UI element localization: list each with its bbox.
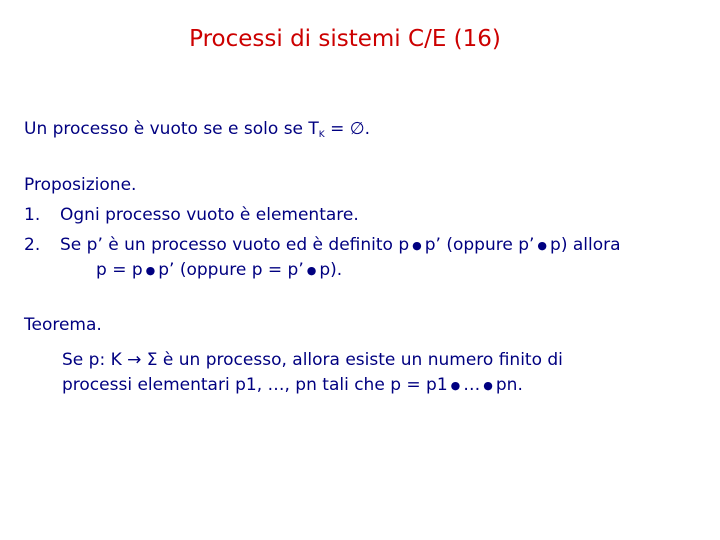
theorem-text-a: processi elementari p1, …, pn tali che p = p1 (62, 375, 448, 395)
slide-title: Processi di sistemi C/E (16) (189, 26, 501, 52)
list-text-part-c: p) allora (550, 235, 621, 255)
theorem-line-2 (62, 374, 523, 397)
compose-symbol: ● (537, 239, 548, 252)
theorem-text-c: pn. (495, 375, 523, 395)
list-text: Ogni processo vuoto è elementare. (60, 205, 359, 225)
compose-symbol: ● (306, 264, 317, 277)
cont-text-a: p = p (96, 260, 143, 280)
theorem-line-1: Se p: K → Σ è un processo, allora esiste un numero finito di (62, 350, 563, 370)
definition-line (24, 118, 370, 146)
proposition-item-2-continuation (96, 259, 342, 282)
theorem-text-b: … (463, 375, 481, 395)
list-text-part-b: p’ (oppure p’ (424, 235, 535, 255)
definition-text: Un processo è vuoto se e solo se T (24, 119, 319, 139)
proposition-item-1 (24, 204, 359, 226)
definition-suffix: = ∅. (324, 119, 370, 139)
cont-text-b: p’ (oppure p = p’ (158, 260, 304, 280)
compose-symbol: ● (412, 239, 422, 252)
cont-text-c: p). (319, 260, 343, 280)
list-text-part-a: Se p’ è un processo vuoto ed è definito p (60, 235, 410, 255)
compose-symbol: ● (145, 264, 156, 277)
list-number: 1. (24, 205, 41, 225)
compose-symbol: ● (450, 379, 461, 392)
compose-symbol: ● (483, 379, 493, 392)
theorem-heading: Teorema. (24, 315, 102, 335)
list-number: 2. (24, 235, 41, 255)
proposition-heading: Proposizione. (24, 175, 137, 195)
proposition-item-2 (24, 234, 621, 257)
definition-subscript: K (318, 130, 325, 140)
